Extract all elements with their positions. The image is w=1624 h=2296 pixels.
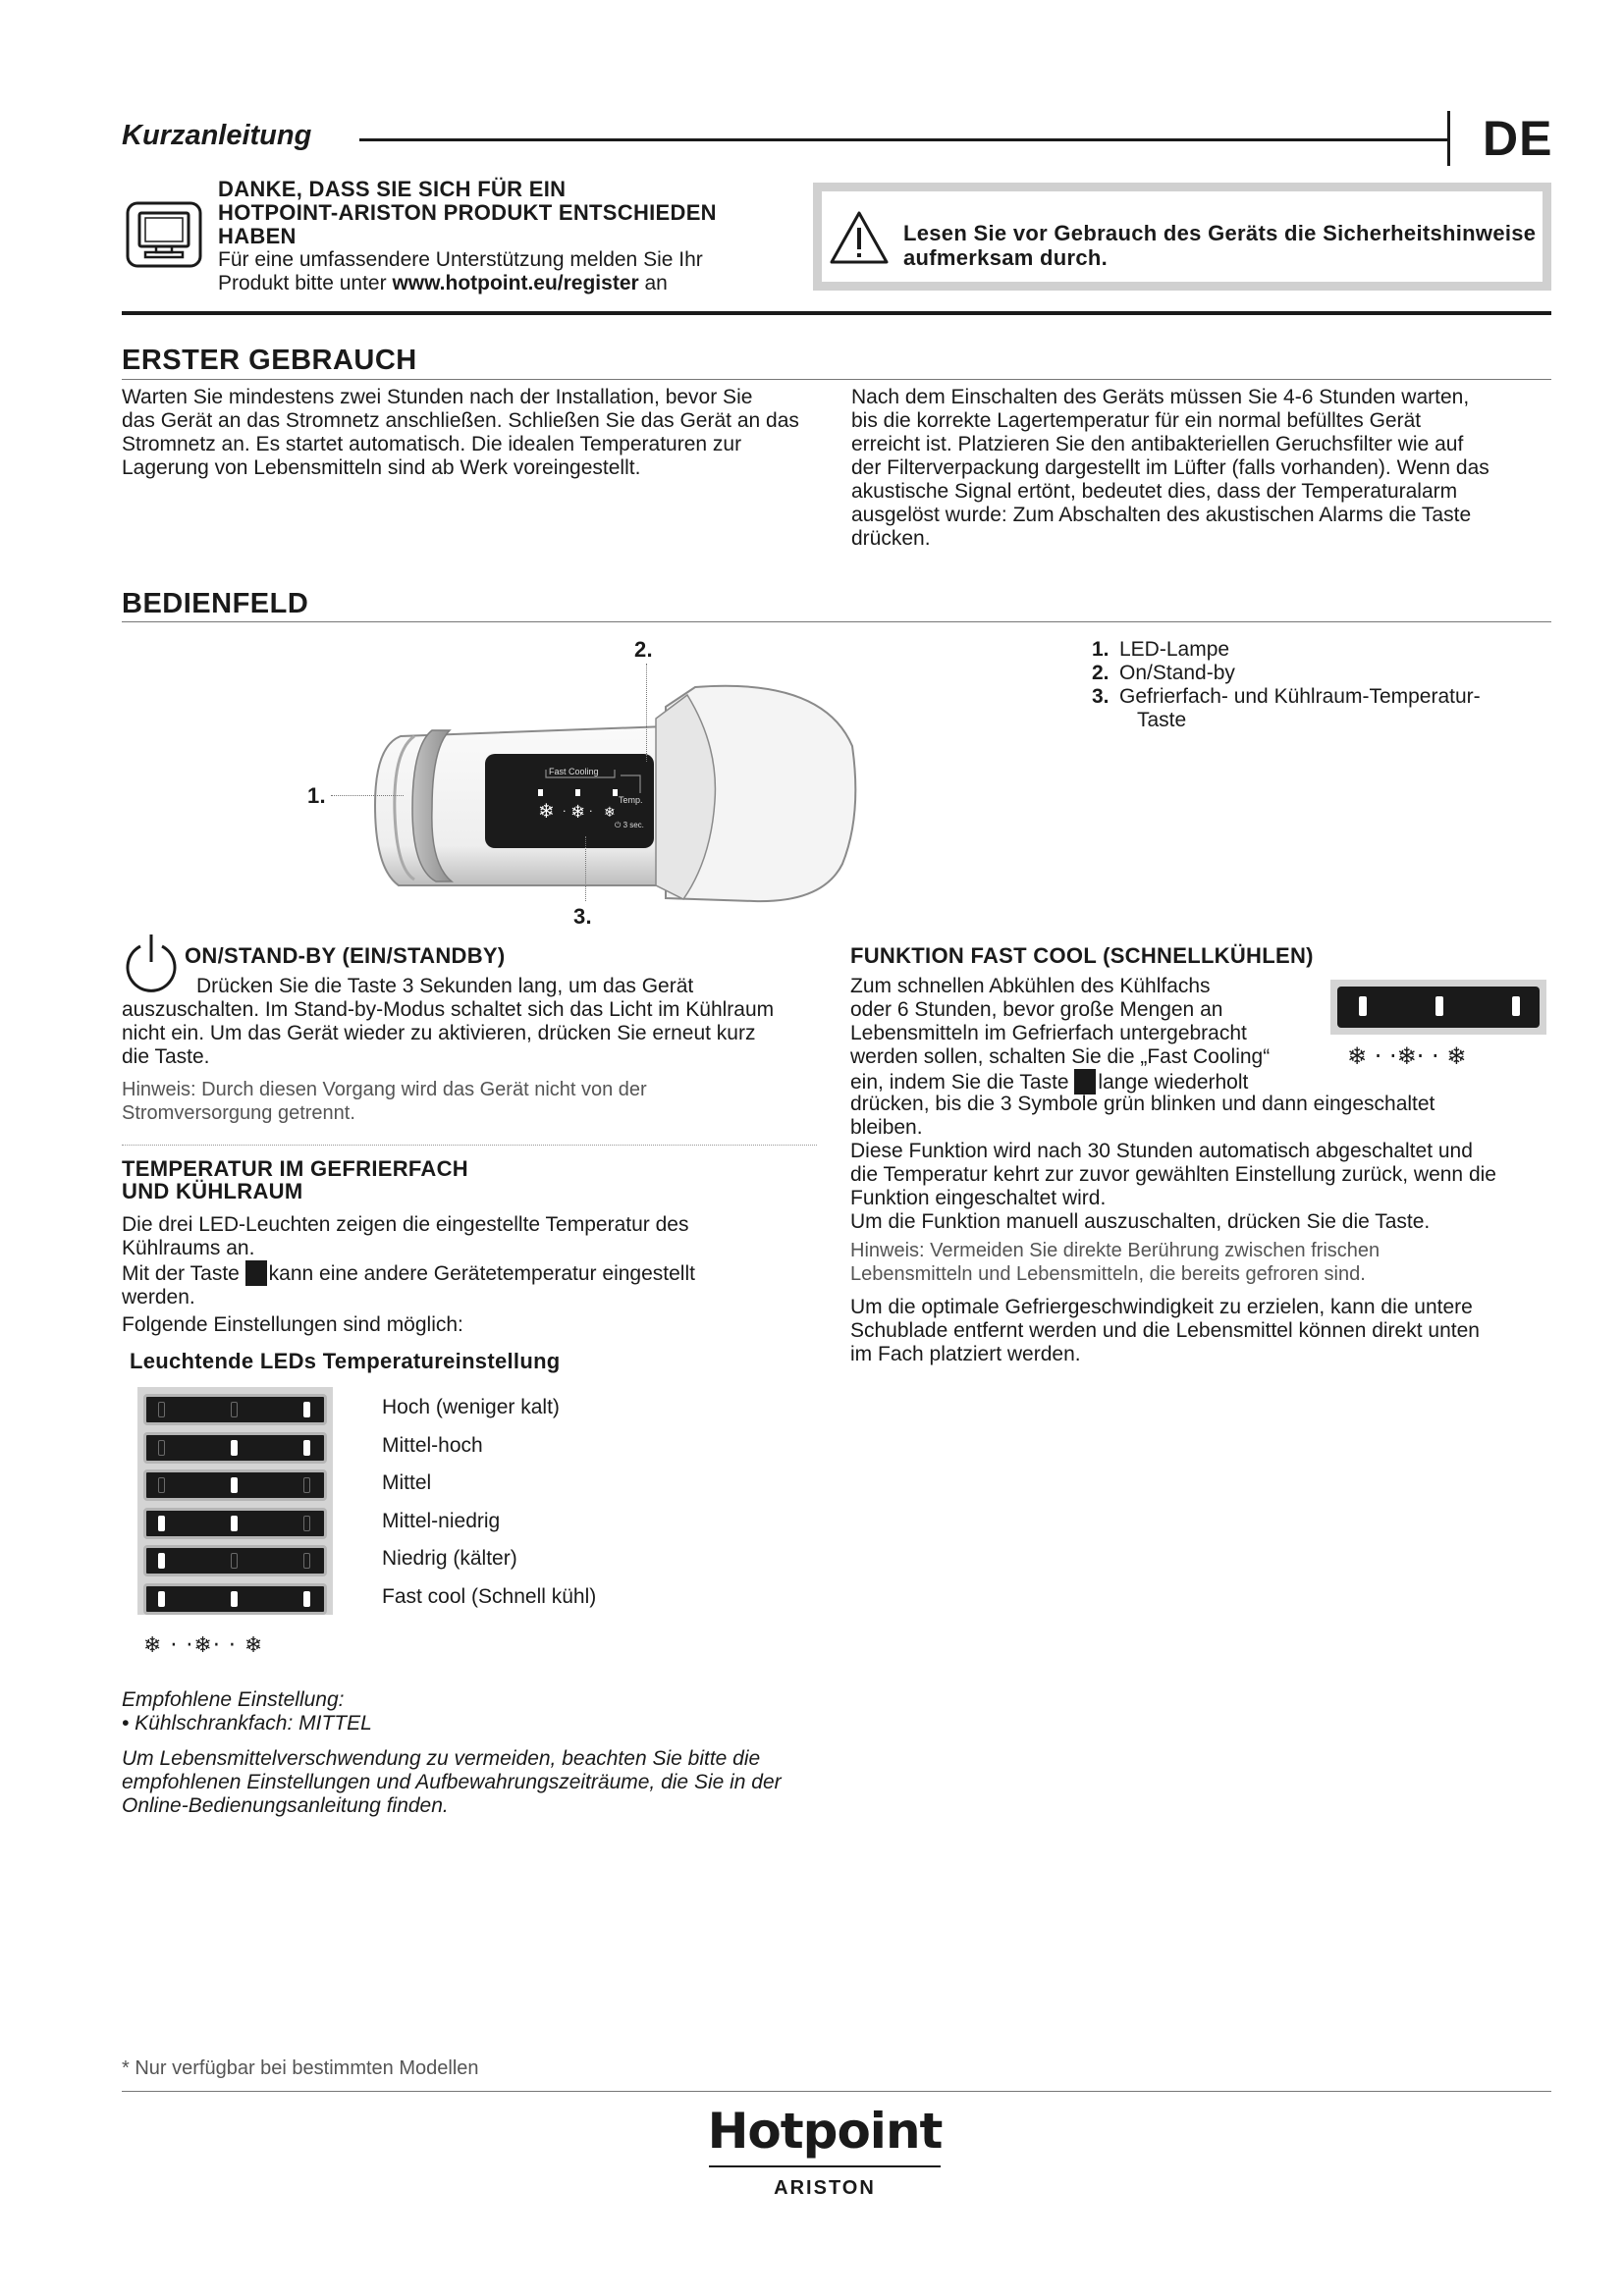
fastcool-led-row bbox=[1337, 987, 1540, 1028]
legend-num: 3. bbox=[1092, 685, 1110, 708]
led-indicator bbox=[231, 1402, 238, 1417]
panel-legend bbox=[1092, 638, 1481, 732]
register-post: an bbox=[638, 272, 668, 294]
text-line bbox=[122, 1260, 829, 1286]
warning-icon bbox=[829, 210, 890, 265]
text-line: oder 6 Stunden, bevor große Mengen an bbox=[850, 998, 1223, 1021]
rec-block bbox=[122, 1688, 829, 1818]
thanks-line-2: HOTPOINT-ARISTON PRODUKT ENTSCHIEDEN bbox=[218, 200, 717, 225]
control-panel-illustration bbox=[371, 667, 862, 923]
text-line: werden sollen, schalten Sie die „Fast Cooling“ bbox=[850, 1045, 1271, 1068]
rec-title: Empfohlene Einstellung: bbox=[122, 1688, 345, 1711]
erster-right-text bbox=[851, 386, 1558, 551]
text-part: lange wiederholt bbox=[1098, 1071, 1249, 1094]
standby-3sec-text: 3 sec. bbox=[623, 821, 644, 829]
fastcool-symbols: ❄ · ·❄· · ❄ bbox=[1347, 1042, 1467, 1070]
text-line: Nach dem Einschalten des Geräts müssen Sie 4-6 Stunden warten, bbox=[851, 386, 1470, 408]
text-line: die Temperatur kehrt zur zuvor gewählten Einstellung zurück, wenn die bbox=[850, 1163, 1496, 1186]
rec-item: • Kühlschrankfach: MITTEL bbox=[122, 1712, 372, 1735]
text-line: Lagerung von Lebensmitteln sind ab Werk voreingestellt. bbox=[122, 456, 641, 479]
callout-3: 3. bbox=[573, 904, 592, 929]
led-indicator bbox=[158, 1477, 165, 1493]
led-indicator bbox=[303, 1516, 310, 1531]
legend-item-cont: Taste bbox=[1137, 709, 1187, 731]
section-divider bbox=[122, 1145, 817, 1146]
led-indicator bbox=[1359, 996, 1367, 1016]
header-divider bbox=[1447, 111, 1450, 166]
settings-table-header: Leuchtende LEDs Temperatureinstellung bbox=[130, 1349, 561, 1373]
led-setting-row bbox=[143, 1545, 327, 1576]
text-line: bis die korrekte Lagertemperatur für ein normal befülltes Gerät bbox=[851, 409, 1422, 432]
brand-name: Hotpoint bbox=[707, 2103, 943, 2160]
brand-sub: ARISTON bbox=[774, 2177, 876, 2199]
text-line: Warten Sie mindestens zwei Stunden nach der Installation, bevor Sie bbox=[122, 386, 753, 408]
led-indicator bbox=[303, 1402, 310, 1417]
note-line: Lebensmitteln und Lebensmitteln, die bereits gefroren sind. bbox=[850, 1263, 1366, 1285]
register-line-1: Für eine umfassendere Unterstützung melden Sie Ihr bbox=[218, 248, 703, 271]
led-indicator bbox=[1435, 996, 1443, 1016]
text-line: Schublade entfernt werden und die Lebensmittel können direkt unten bbox=[850, 1319, 1480, 1342]
text-line: werden. bbox=[122, 1286, 195, 1308]
led-indicator bbox=[231, 1591, 238, 1607]
callout-line-2 bbox=[646, 664, 647, 762]
led-indicator bbox=[231, 1477, 238, 1493]
led-indicator bbox=[158, 1516, 165, 1531]
onstandby-lines bbox=[122, 998, 774, 1069]
led-indicator bbox=[303, 1440, 310, 1456]
setting-label: Hoch (weniger kalt) bbox=[382, 1396, 560, 1418]
led-symbols: ❄ · ·❄· · ❄ bbox=[143, 1633, 264, 1658]
warning-line-1: Lesen Sie vor Gebrauch des Geräts die Sicherheitshinweise bbox=[903, 221, 1537, 245]
svg-text:❄: ❄ bbox=[538, 799, 555, 823]
legend-text: Gefrierfach- und Kühlraum-Temperatur- bbox=[1119, 685, 1481, 708]
onstandby-note bbox=[122, 1078, 647, 1125]
text-line: auszuschalten. Im Stand-by-Modus schaltet sich das Licht im Kühlraum bbox=[122, 998, 775, 1021]
led-indicator bbox=[303, 1591, 310, 1607]
erster-left-text bbox=[122, 386, 829, 480]
settings-intro: Folgende Einstellungen sind möglich: bbox=[122, 1313, 463, 1336]
text-line: Stromnetz an. Es startet automatisch. Die idealen Temperaturen zur bbox=[122, 433, 742, 455]
callout-2: 2. bbox=[634, 637, 653, 662]
text-line: akustische Signal ertönt, bedeutet dies, dass der Temperaturalarm bbox=[851, 480, 1458, 503]
led-setting-row bbox=[143, 1583, 327, 1615]
temp-button-icon bbox=[1074, 1069, 1096, 1095]
onstandby-heading: ON/STAND-BY (EIN/STANDBY) bbox=[185, 943, 506, 968]
fastcool-text-narrow bbox=[850, 975, 1302, 1095]
led-setting-row bbox=[143, 1469, 327, 1501]
warning-line-2: aufmerksam durch. bbox=[903, 245, 1109, 270]
register-url[interactable]: www.hotpoint.eu/register bbox=[392, 272, 639, 294]
setting-label: Mittel bbox=[382, 1471, 432, 1494]
thanks-line-1: DANKE, DASS SIE SICH FÜR EIN bbox=[218, 177, 567, 201]
power-icon bbox=[122, 933, 181, 993]
text-line: im Fach platziert werden. bbox=[850, 1343, 1081, 1365]
led-indicator bbox=[158, 1591, 165, 1607]
register-pre: Produkt bitte unter bbox=[218, 272, 393, 294]
text-line: erreicht ist. Platzieren Sie den antibakteriellen Geruchsfilter wie auf bbox=[851, 433, 1464, 455]
led-indicator bbox=[158, 1440, 165, 1456]
text-line: Funktion eingeschaltet wird. bbox=[850, 1187, 1107, 1209]
setting-label: Mittel-hoch bbox=[382, 1433, 483, 1457]
fastcool-tip bbox=[850, 1296, 1557, 1366]
monitor-icon bbox=[126, 201, 202, 268]
footer-rule bbox=[122, 2091, 1551, 2092]
text-line: das Gerät an das Stromnetz anschließen. Schließen Sie das Gerät an das bbox=[122, 409, 799, 432]
legend-text: LED-Lampe bbox=[1119, 638, 1230, 661]
text-line: drücken. bbox=[851, 527, 931, 550]
bedienfeld-rule bbox=[122, 621, 1551, 622]
panel-fast-cooling-label: Fast Cooling bbox=[549, 767, 599, 776]
temp-button-label[interactable]: Temp. bbox=[619, 795, 643, 805]
text-line: ausgelöst wurde: Zum Abschalten des akustischen Alarms die Taste bbox=[851, 504, 1472, 526]
led-indicator bbox=[1512, 996, 1520, 1016]
note-line: Hinweis: Durch diesen Vorgang wird das Gerät nicht von der bbox=[122, 1079, 647, 1100]
language-code: DE bbox=[1483, 111, 1553, 166]
callout-1: 1. bbox=[307, 783, 326, 808]
onstandby-line-1: Drücken Sie die Taste 3 Sekunden lang, um das Gerät bbox=[196, 975, 694, 997]
legend-item bbox=[1092, 638, 1481, 662]
note-line: Stromversorgung getrennt. bbox=[122, 1102, 355, 1124]
setting-label: Mittel-niedrig bbox=[382, 1509, 501, 1532]
bedienfeld-heading: BEDIENFELD bbox=[122, 588, 309, 619]
text-part: kann eine andere Gerätetemperatur eingestellt bbox=[268, 1262, 695, 1285]
rec-note-3: Online-Bedienungsanleitung finden. bbox=[122, 1794, 449, 1817]
rec-note-2: empfohlenen Einstellungen und Aufbewahrungszeiträume, die Sie in der bbox=[122, 1771, 782, 1793]
fastcool-heading: FUNKTION FAST COOL (SCHNELLKÜHLEN) bbox=[850, 943, 1314, 968]
text-line: bleiben. bbox=[850, 1116, 923, 1139]
text-line: Diese Funktion wird nach 30 Stunden automatisch abgeschaltet und bbox=[850, 1140, 1473, 1162]
text-line: Um die Funktion manuell auszuschalten, drücken Sie die Taste. bbox=[850, 1210, 1431, 1233]
legend-text: On/Stand-by bbox=[1119, 662, 1235, 684]
thanks-line-3: HABEN bbox=[218, 224, 297, 248]
rec-note-1: Um Lebensmittelverschwendung zu vermeiden, beachten Sie bitte die bbox=[122, 1747, 761, 1770]
text-line: Die drei LED-Leuchten zeigen die eingestellte Temperatur des bbox=[122, 1213, 689, 1236]
register-line-2 bbox=[218, 272, 668, 295]
setting-label: Fast cool (Schnell kühl) bbox=[382, 1584, 597, 1608]
text-part: ein, indem Sie die Taste bbox=[850, 1071, 1075, 1094]
callout-line-1 bbox=[331, 795, 404, 796]
temperatur-heading-1: TEMPERATUR IM GEFRIERFACH bbox=[122, 1156, 468, 1181]
callout-line-3 bbox=[585, 836, 586, 901]
led-indicator bbox=[231, 1516, 238, 1531]
text-line: drücken, bis die 3 Symbole grün blinken und dann eingeschaltet bbox=[850, 1093, 1435, 1115]
setting-label: Niedrig (kälter) bbox=[382, 1547, 517, 1570]
text-line bbox=[850, 1069, 1302, 1095]
svg-text:·: · bbox=[589, 805, 593, 818]
temperatur-text bbox=[122, 1213, 829, 1309]
note-line: Hinweis: Vermeiden Sie direkte Berührung zwischen frischen bbox=[850, 1240, 1380, 1261]
led-indicator bbox=[303, 1553, 310, 1569]
text-line: die Taste. bbox=[122, 1045, 210, 1068]
erster-rule bbox=[122, 379, 1551, 380]
legend-item bbox=[1092, 662, 1481, 685]
erster-heading: ERSTER GEBRAUCH bbox=[122, 345, 417, 376]
legend-num: 2. bbox=[1092, 662, 1110, 684]
fastcool-note bbox=[850, 1239, 1380, 1286]
svg-text:❄: ❄ bbox=[570, 802, 586, 823]
legend-item bbox=[1092, 685, 1481, 709]
footnote: * Nur verfügbar bei bestimmten Modellen bbox=[122, 2057, 479, 2079]
intro-rule bbox=[122, 311, 1551, 315]
brand-rule bbox=[709, 2165, 941, 2167]
text-line: Kühlraums an. bbox=[122, 1237, 255, 1259]
temperatur-heading-2: UND KÜHLRAUM bbox=[122, 1179, 303, 1203]
led-setting-row bbox=[143, 1394, 327, 1425]
led-setting-row bbox=[143, 1432, 327, 1464]
fastcool-text-wide bbox=[850, 1093, 1557, 1234]
svg-text:❄: ❄ bbox=[604, 805, 616, 821]
legend-num: 1. bbox=[1092, 638, 1110, 661]
standby-3sec-label: ⏻ 3 sec. bbox=[615, 821, 644, 829]
text-line: der Filterverpackung dargestellt im Lüfter (falls vorhanden). Wenn das bbox=[851, 456, 1489, 479]
header-rule bbox=[359, 138, 1449, 141]
led-indicator bbox=[231, 1553, 238, 1569]
led-indicator bbox=[158, 1553, 165, 1569]
led-indicator bbox=[158, 1402, 165, 1417]
text-line: Lebensmitteln im Gefrierfach untergebracht bbox=[850, 1022, 1247, 1044]
text-line: nicht ein. Um das Gerät wieder zu aktivieren, drücken Sie erneut kurz bbox=[122, 1022, 756, 1044]
page-title: Kurzanleitung bbox=[122, 120, 312, 151]
temp-button-icon bbox=[245, 1260, 267, 1286]
led-indicator bbox=[231, 1440, 238, 1456]
led-setting-row bbox=[143, 1508, 327, 1539]
led-indicator bbox=[303, 1477, 310, 1493]
svg-text:·: · bbox=[563, 805, 567, 818]
text-line: Um die optimale Gefriergeschwindigkeit zu erzielen, kann die untere bbox=[850, 1296, 1473, 1318]
text-line: Zum schnellen Abkühlen des Kühlfachs bbox=[850, 975, 1211, 997]
brand-logo bbox=[697, 2101, 952, 2200]
text-part: Mit der Taste bbox=[122, 1262, 245, 1285]
